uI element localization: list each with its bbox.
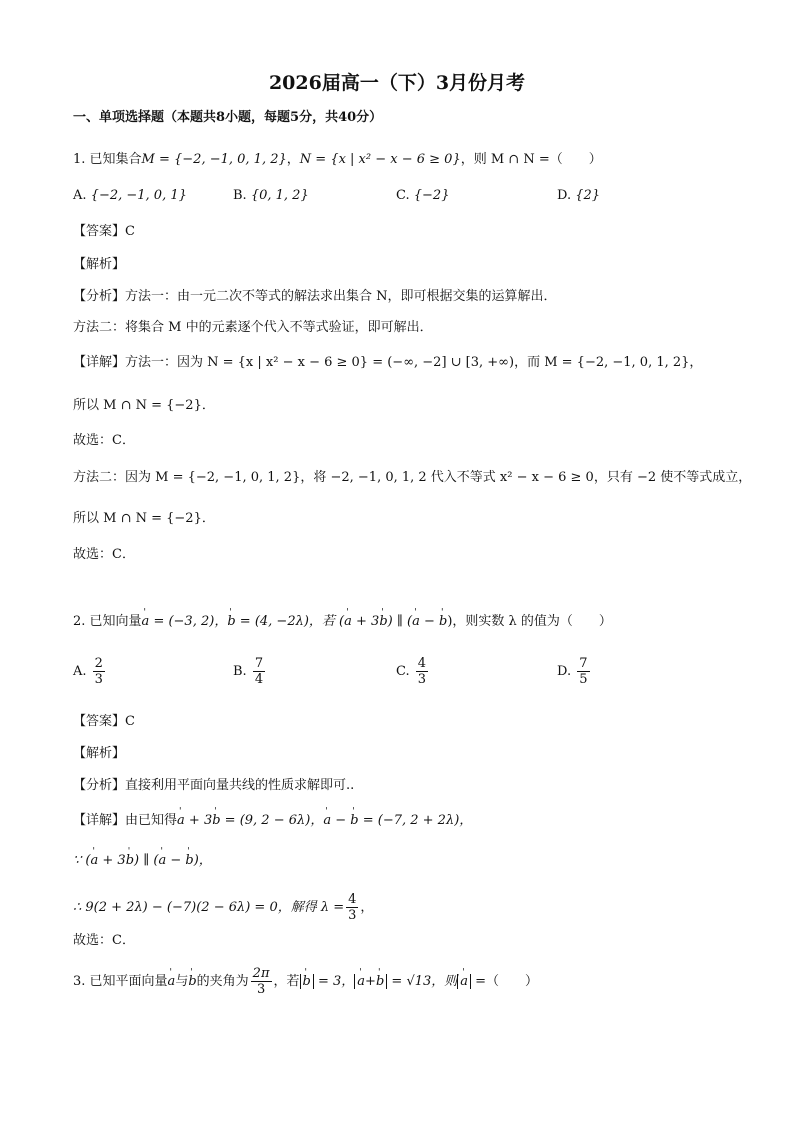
q1-prefix: 1. 已知集合: [73, 152, 142, 167]
vector-a: ' a: [412, 612, 420, 632]
option-text: {−2}: [413, 188, 450, 203]
denominator: 3: [417, 672, 427, 687]
vector-a: ' a: [158, 851, 166, 871]
fraction: [253, 656, 265, 687]
q2-analysis: 【分析】直接利用平面向量共线的性质求解即可..: [73, 778, 355, 793]
vector-b: ' b: [227, 612, 235, 632]
q2-detail-2: [73, 851, 212, 871]
q1-detail-4: 方法二：因为 M = {−2, −1, 0, 1, 2}，将 −2, −1, 0, 1, 2 代入不等式 x² − x − 6 ≥ 0，只有 −2 使不等式成立，: [73, 470, 752, 485]
denominator: 3: [94, 672, 103, 687]
q1-stem: [73, 150, 602, 170]
q2-cond-mid: + 3: [351, 614, 380, 629]
q2-option-c: [396, 656, 430, 687]
q1-analysis: 【分析】方法一：由一元二次不等式的解法求出集合 N，即可根据交集的运算解出．: [73, 289, 557, 304]
q3-cond2-val: = √13，则: [387, 974, 458, 989]
q2-minus: −: [419, 614, 439, 629]
q2-detail-3-pre: ∴ 9(2 + 2λ) − (−7)(2 − 6λ) = 0，解得 λ =: [73, 900, 345, 915]
page-title: 2026届高一（下）3月份月考: [268, 72, 526, 94]
option-label: B.: [233, 188, 247, 203]
q1-option-a: [73, 186, 187, 206]
q2-option-d: [557, 656, 592, 687]
q2-option-a: [73, 656, 107, 687]
vector-a: ' a: [177, 811, 185, 831]
q2-ask: )，则实数 λ 的值为（ ）: [447, 614, 612, 629]
q2-detail-1-end: = (−7, 2 + 2λ)，: [358, 813, 473, 828]
q2-detail-1-a: + 3: [184, 813, 213, 828]
q1-detail-6: 故选：C．: [73, 547, 135, 562]
q2-detail-1-pre: 【详解】由已知得: [73, 813, 178, 828]
q1-detail-2: 所以 M ∩ N = {−2}．: [73, 398, 215, 413]
abs-a-plus-b: ' a+' b: [354, 974, 387, 989]
q2-detail-2-mid3: −: [166, 853, 186, 868]
vector-a: ' a: [90, 851, 98, 871]
q2-cond-end: ) ∥ (: [387, 614, 413, 629]
numerator: 2: [94, 656, 103, 671]
fraction: [577, 656, 589, 687]
vector-b: ' b: [439, 612, 447, 632]
numerator: 7: [579, 656, 588, 671]
q2-detail-2-pre: ∵ (: [73, 853, 91, 868]
q3-cond1-val: = 3，: [313, 974, 355, 989]
q2-detail-4: 故选：C．: [73, 933, 135, 948]
option-label: B.: [233, 664, 247, 679]
vector-a: ' a: [168, 972, 176, 992]
q3-stem: [73, 966, 538, 997]
vector-a: ' a: [344, 612, 352, 632]
q2-detail-3: [73, 892, 373, 923]
numerator: 4: [348, 892, 357, 907]
denominator: 3: [348, 908, 357, 923]
q1-option-d: [557, 186, 600, 206]
option-label: D.: [557, 664, 572, 679]
section-heading: 一、单项选择题（本题共8小题，每题5分，共40分）: [73, 110, 383, 125]
q1-detail-3: 故选：C．: [73, 433, 135, 448]
abs-a: [457, 974, 471, 989]
q2-detail-2-mid2: ) ∥ (: [134, 853, 159, 868]
q1-set-n: N = {x | x² − x − 6 ≥ 0}: [299, 152, 461, 167]
denominator: 3: [256, 982, 266, 997]
q1-option-b: [233, 186, 309, 206]
option-label: A.: [73, 188, 87, 203]
numerator: 7: [254, 656, 264, 671]
vector-b: ' b: [185, 851, 193, 871]
abs-b: [300, 974, 314, 989]
q1-analysis-2: 方法二：将集合 M 中的元素逐个代入不等式验证，即可解出．: [73, 320, 433, 335]
vector-b: ' b: [376, 972, 384, 992]
q1-option-c: [396, 186, 449, 206]
q2-detail-1-mid: = (9, 2 − 6λ)，: [220, 813, 324, 828]
q1-analysis-heading: 【解析】: [73, 257, 126, 272]
q3-ask: =（ ）: [471, 974, 539, 989]
q1-detail-5: 所以 M ∩ N = {−2}．: [73, 511, 215, 526]
q3-mid: 与: [175, 974, 189, 989]
fraction: [93, 656, 105, 687]
option-label: A.: [73, 664, 87, 679]
vector-b: ' b: [303, 972, 311, 992]
q3-prefix: 3. 已知平面向量: [73, 974, 168, 989]
q1-comma: ，: [286, 152, 300, 167]
q2-detail-1-mid2: −: [331, 813, 351, 828]
fraction: [346, 892, 358, 923]
vector-a: ' a: [460, 972, 468, 992]
q2-a-value: = (−3, 2)，: [149, 614, 228, 629]
q2-detail-2-mid: + 3: [98, 853, 126, 868]
denominator: 5: [579, 672, 588, 687]
q2-b-value: = (4, −2λ)，若 (: [235, 614, 345, 629]
q2-answer: 【答案】C: [73, 714, 135, 729]
vector-a: ' a: [357, 972, 365, 992]
q1-answer: 【答案】C: [73, 224, 135, 239]
vector-a: ' a: [323, 811, 331, 831]
fraction: [251, 966, 272, 997]
option-label: C.: [396, 664, 410, 679]
vector-b: ' b: [188, 972, 196, 992]
vector-b: ' b: [212, 811, 220, 831]
vector-b: ' b: [350, 811, 358, 831]
q1-detail-1: 【详解】方法一：因为 N = {x | x² − x − 6 ≥ 0} = (−∞, −2] ∪ [3, +∞)，而 M = {−2, −1, 0, 1, 2}，: [73, 355, 703, 370]
option-label: D.: [557, 188, 572, 203]
q2-option-b: [233, 656, 267, 687]
option-label: C.: [396, 188, 410, 203]
q2-prefix: 2. 已知向量: [73, 614, 142, 629]
q2-detail-3-end: ，: [360, 900, 374, 915]
q3-mid2: 的夹角为: [196, 974, 249, 989]
q1-set-m: M = {−2, −1, 0, 1, 2}: [141, 152, 287, 167]
numerator: 2π: [252, 966, 270, 981]
vector-b: ' b: [126, 851, 134, 871]
vector-b: ' b: [379, 612, 387, 632]
q3-cond1: ，若: [273, 974, 300, 989]
vector-a: ' a: [142, 612, 150, 632]
option-text: {2}: [575, 188, 601, 203]
q2-detail-2-end: )，: [193, 853, 212, 868]
denominator: 4: [254, 672, 264, 687]
fraction: [416, 656, 428, 687]
numerator: 4: [417, 656, 427, 671]
q1-ask: ，则 M ∩ N =（ ）: [460, 152, 602, 167]
q2-analysis-heading: 【解析】: [73, 746, 126, 761]
option-text: {−2, −1, 0, 1}: [90, 188, 187, 203]
q2-detail-1: [73, 811, 472, 831]
option-text: {0, 1, 2}: [250, 188, 309, 203]
q2-stem: [73, 612, 612, 632]
